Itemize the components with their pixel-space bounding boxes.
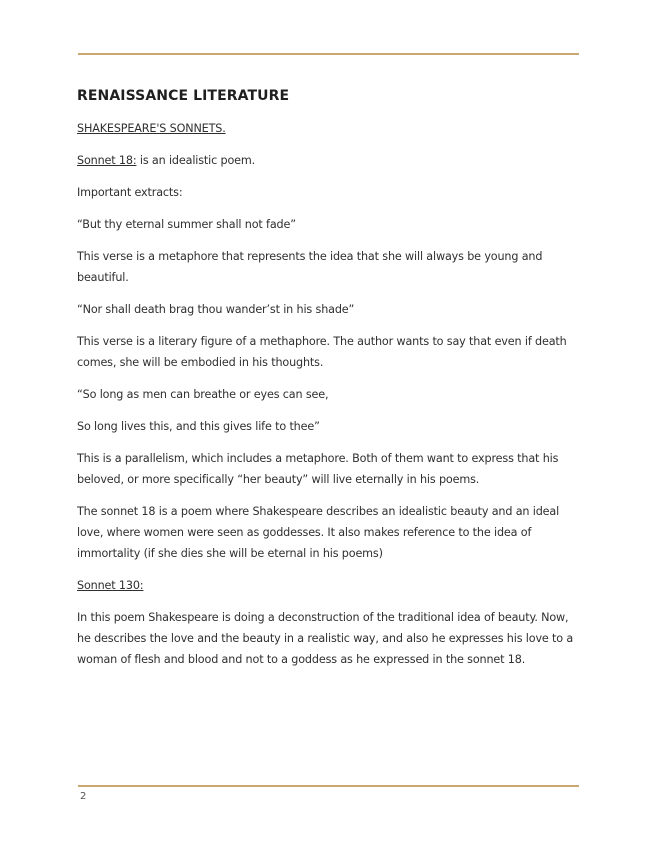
sonnet18-desc: is an idealistic poem. [136,154,256,167]
sonnet130-label: Sonnet 130: [77,579,144,592]
quote-1: “But thy eternal summer shall not fade” [77,218,296,231]
page-title: RENAISSANCE LITERATURE [77,88,290,104]
sonnet18-label: Sonnet 18: [77,154,137,167]
paragraph-5: In this poem Shakespeare is doing a deconstruction of the traditional idea of beauty. Now, he describes the love and the beauty in a realistic way, and also he expresses his love to a woman of flesh and blood and not to a goddess as he expressed in the sonnet 18. [77,611,574,666]
footer-rule [78,785,579,787]
page-number: 2 [80,791,87,802]
paragraph-1: This verse is a metaphore that represents the idea that she will always be young and beautiful. [77,250,543,284]
quote-3a: “So long as men can breathe or eyes can see, [77,388,329,401]
header-rule [78,53,579,55]
paragraph-4: The sonnet 18 is a poem where Shakespeare describes an idealistic beauty and an ideal love, where women were seen as goddesses. It also makes reference to the idea of immortality (if she dies she will be eternal in his poems) [77,505,560,560]
important-extracts: Important extracts: [77,186,183,199]
sonnet18-line [77,150,577,171]
document-body [77,88,577,670]
section-heading: SHAKESPEARE'S SONNETS. [77,122,226,135]
quote-2: “Nor shall death brag thou wander’st in his shade” [77,303,355,316]
paragraph-3: This is a parallelism, which includes a metaphore. Both of them want to express that his beloved, or more specifically “her beauty” will live eternally in his poems. [77,452,559,486]
paragraph-2: This verse is a literary figure of a methaphore. The author wants to say that even if death comes, she will be embodied in his thoughts. [77,335,567,369]
quote-3b: So long lives this, and this gives life to thee” [77,420,320,433]
